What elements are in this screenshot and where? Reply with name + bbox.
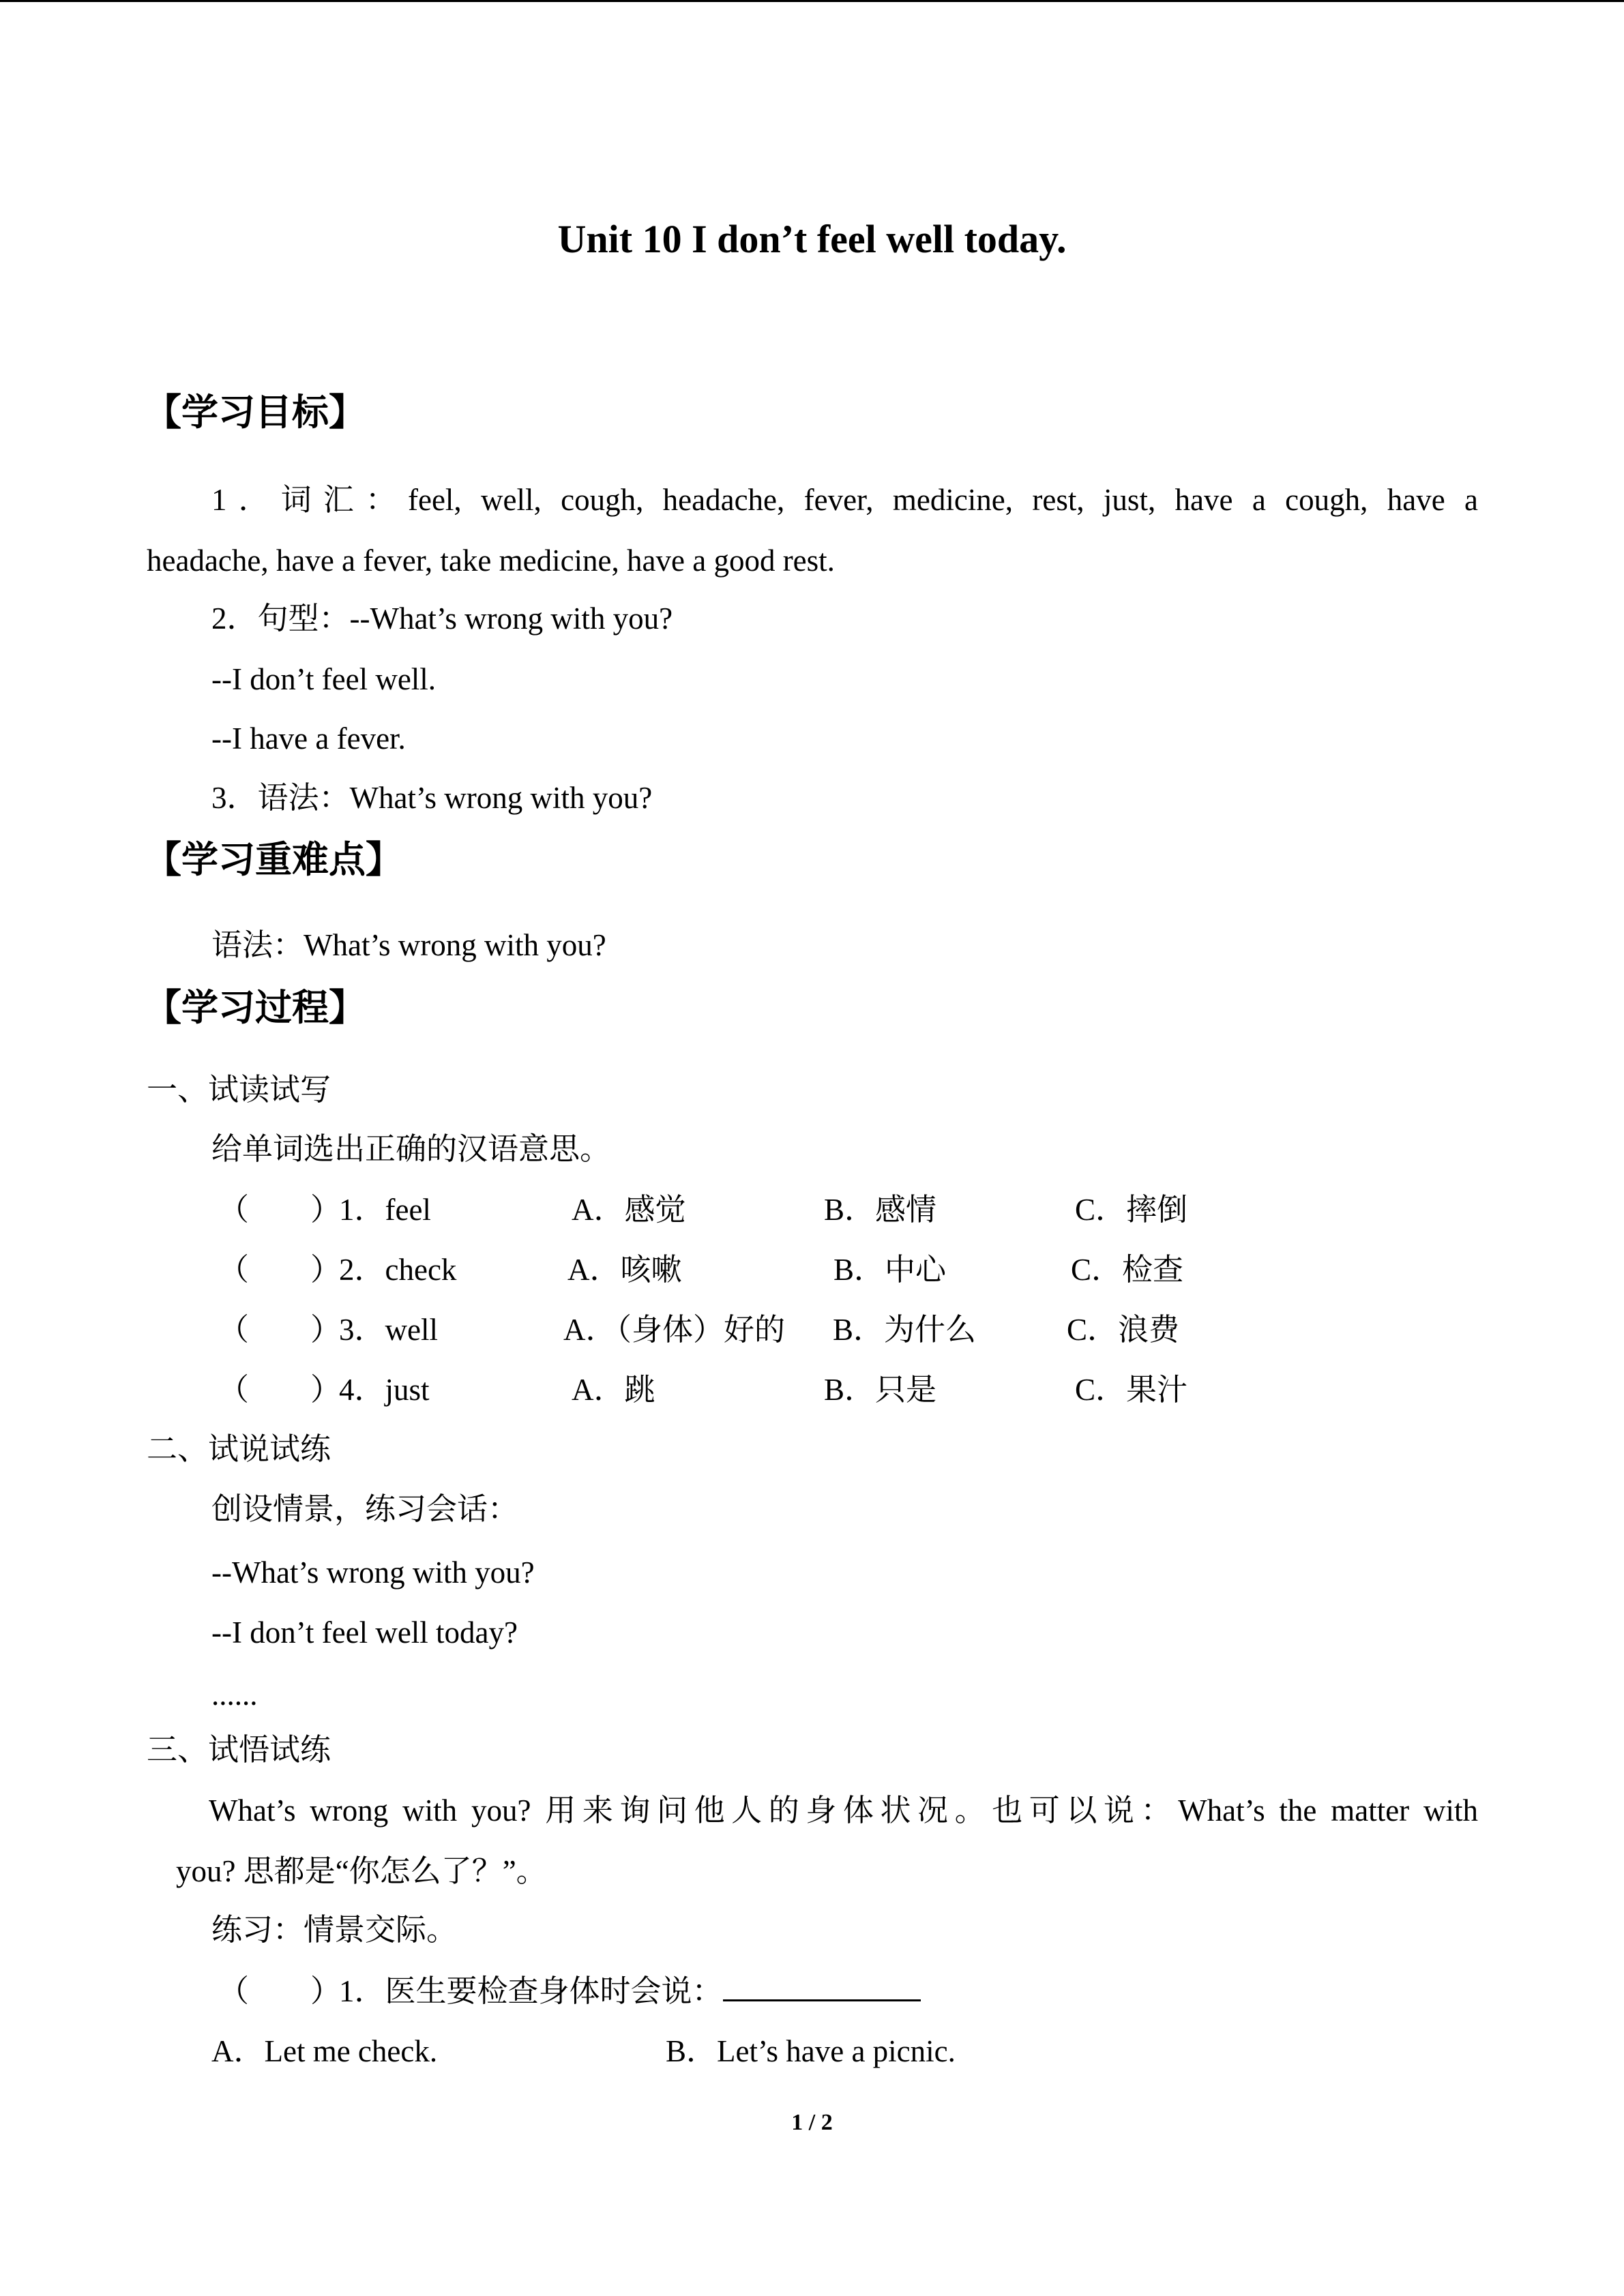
objective-vocab-line1: 1．词汇：feel, well, cough, headache, fever, medicine, rest, just, have a cough, have a bbox=[211, 483, 1478, 517]
part2-instruction: 创设情景，练习会话： bbox=[211, 1492, 519, 1526]
part3-title: 三、试悟试练 bbox=[147, 1733, 331, 1767]
part3-explanation-line2: you? 思都是“你怎么了？”。 bbox=[176, 1854, 547, 1888]
answer-paren[interactable]: （ ） bbox=[218, 1253, 342, 1287]
page-title: Unit 10 I don’t feel well today. bbox=[557, 217, 1067, 261]
dialogue-line: --What’s wrong with you? bbox=[211, 1555, 535, 1590]
option-b: B．感情 bbox=[824, 1193, 937, 1227]
practice-question bbox=[339, 1971, 921, 2012]
practice-option-b: B．Let’s have a picnic. bbox=[666, 2034, 956, 2068]
section-heading-objectives: 【学习目标】 bbox=[145, 392, 366, 433]
practice-heading: 练习：情景交际。 bbox=[211, 1913, 458, 1947]
section-heading-key-points: 【学习重难点】 bbox=[145, 839, 402, 880]
option-a: A．跳 bbox=[572, 1373, 655, 1407]
question-word: 3．well bbox=[339, 1313, 438, 1347]
option-b: B．中心 bbox=[833, 1253, 947, 1287]
part2-title: 二、试说试练 bbox=[147, 1432, 331, 1466]
answer-paren[interactable]: （ ） bbox=[218, 1313, 342, 1347]
option-b: B．只是 bbox=[824, 1373, 937, 1407]
objective-grammar: 3．语法：What’s wrong with you? bbox=[211, 781, 653, 815]
option-c: C．摔倒 bbox=[1075, 1193, 1188, 1227]
option-a: A．（身体）好的 bbox=[563, 1313, 785, 1347]
page-number: 1 / 2 bbox=[791, 2110, 833, 2135]
option-b: B．为什么 bbox=[833, 1313, 977, 1347]
key-point-text: 语法：What’s wrong with you? bbox=[211, 928, 606, 962]
part1-title: 一、试读试写 bbox=[147, 1073, 331, 1107]
practice-question-text: 1．医生要检查身体时会说： bbox=[339, 1974, 723, 2008]
question-word: 4．just bbox=[339, 1373, 430, 1407]
section-heading-process: 【学习过程】 bbox=[145, 987, 366, 1028]
dialogue-ellipsis: ...... bbox=[211, 1678, 258, 1712]
answer-blank[interactable] bbox=[723, 1971, 921, 2001]
question-word: 2．check bbox=[339, 1253, 457, 1287]
option-c: C．检查 bbox=[1071, 1253, 1184, 1287]
question-word: 1．feel bbox=[339, 1193, 431, 1227]
objective-sentence-a: --I don’t feel well. bbox=[211, 662, 437, 696]
answer-paren[interactable]: （ ） bbox=[218, 1373, 342, 1407]
option-a: A．咳嗽 bbox=[567, 1253, 682, 1287]
dialogue-line: --I don’t feel well today? bbox=[211, 1615, 518, 1650]
practice-option-a: A．Let me check. bbox=[211, 2034, 438, 2068]
answer-paren[interactable]: （ ） bbox=[218, 1974, 342, 2008]
option-a: A．感觉 bbox=[572, 1193, 686, 1227]
objective-vocab-line2: headache, have a fever, take medicine, have a good rest. bbox=[147, 543, 835, 578]
part3-explanation-line1: What’s wrong with you? 用来询问他人的身体状况。也可以说：What’s the matter with bbox=[209, 1793, 1478, 1828]
option-c: C．果汁 bbox=[1075, 1373, 1188, 1407]
option-c: C．浪费 bbox=[1067, 1313, 1180, 1347]
part1-instruction: 给单词选出正确的汉语意思。 bbox=[211, 1132, 611, 1166]
objective-sentence: 2．句型：--What’s wrong with you? bbox=[211, 601, 673, 636]
objective-sentence-b: --I have a fever. bbox=[211, 721, 406, 756]
answer-paren[interactable]: （ ） bbox=[218, 1193, 342, 1227]
